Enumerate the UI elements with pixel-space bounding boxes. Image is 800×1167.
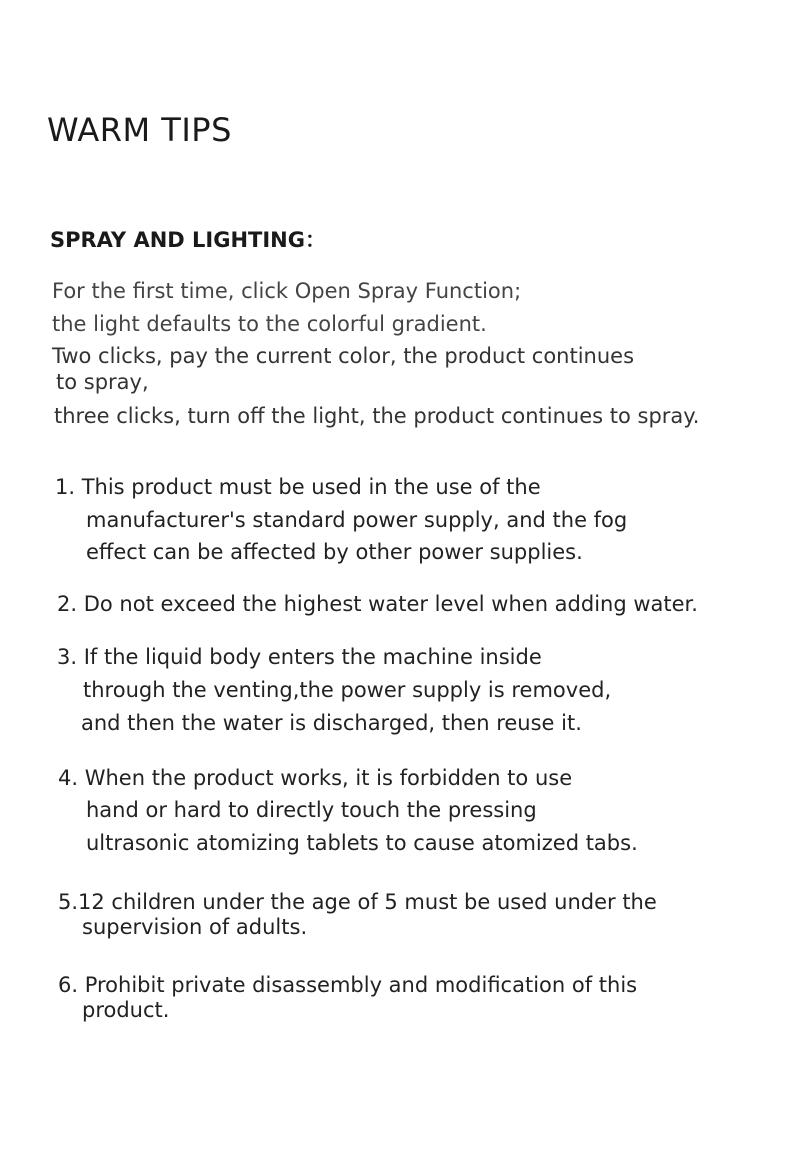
- instruction-line: the light defaults to the colorful gradient.: [52, 312, 487, 336]
- tip-line: 6. Prohibit private disassembly and modification of this: [58, 973, 638, 997]
- tip-line: 4. When the product works, it is forbidden to use: [58, 766, 573, 790]
- instruction-line: For the first time, click Open Spray Function;: [52, 279, 522, 303]
- instruction-line: to spray,: [56, 370, 149, 394]
- instruction-line: three clicks, turn off the light, the product continues to spray.: [54, 404, 700, 428]
- tip-line: 3. If the liquid body enters the machine inside: [57, 645, 542, 669]
- tip-line: 1. This product must be used in the use of the: [55, 475, 541, 499]
- instruction-line: Two clicks, pay the current color, the product continues: [52, 344, 635, 368]
- tip-line: 2. Do not exceed the highest water level when adding water.: [57, 592, 698, 616]
- tip-line: product.: [82, 998, 170, 1022]
- tip-line: manufacturer's standard power supply, and the fog: [86, 508, 628, 532]
- tip-line: effect can be affected by other power supplies.: [86, 540, 583, 564]
- tip-line: hand or hard to directly touch the pressing: [86, 798, 537, 822]
- tip-line: supervision of adults.: [82, 915, 308, 939]
- tip-line: through the venting,the power supply is removed,: [83, 678, 612, 702]
- tip-line: and then the water is discharged, then reuse it.: [81, 711, 582, 735]
- tip-line: 5.12 children under the age of 5 must be used under the: [58, 890, 657, 914]
- tip-line: ultrasonic atomizing tablets to cause atomized tabs.: [86, 831, 638, 855]
- section-heading: SPRAY AND LIGHTING：: [50, 228, 326, 252]
- page-title: WARM TIPS: [47, 111, 232, 149]
